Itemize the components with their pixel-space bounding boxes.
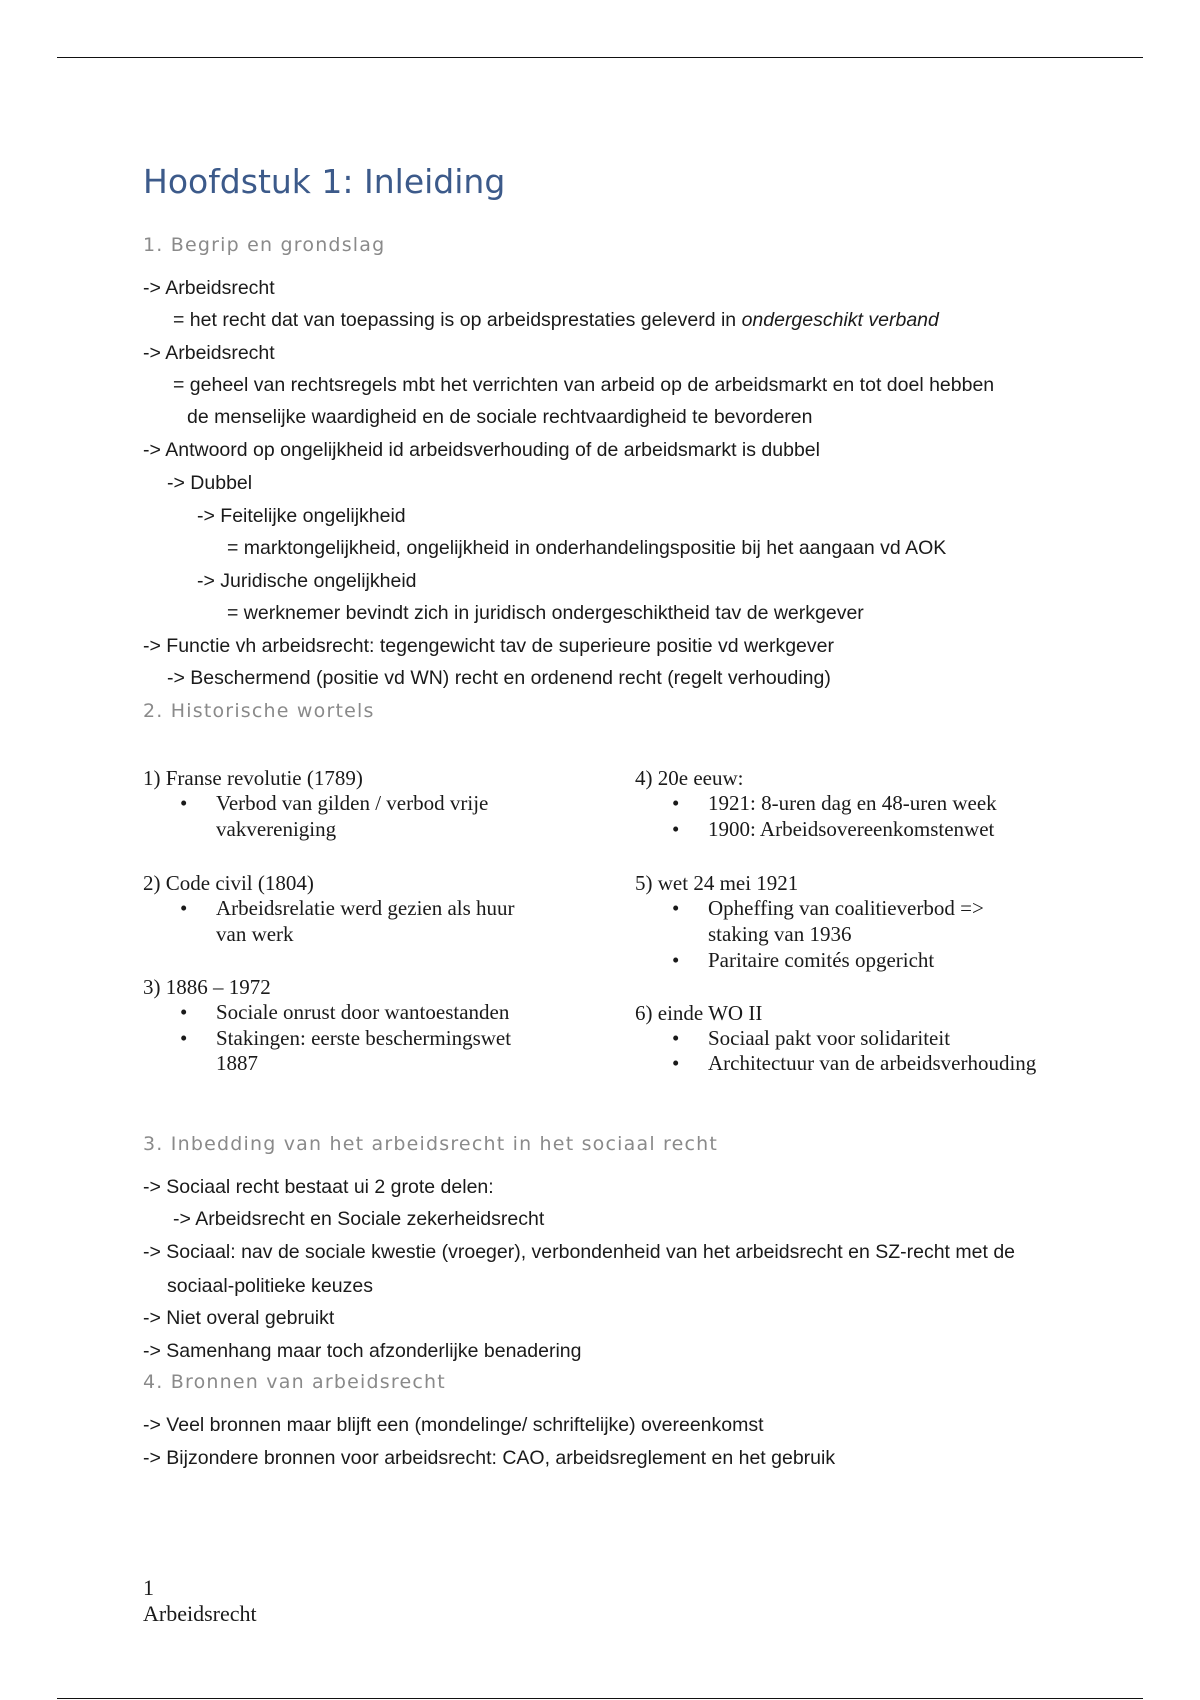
history-item-head: 2) Code civil (1804)	[143, 871, 314, 895]
text-line: -> Juridische ongelijkheid	[197, 570, 417, 592]
history-bullet: • Opheffing van coalitieverbod =>	[672, 896, 984, 920]
text-line: -> Sociaal: nav de sociale kwestie (vroeger), verbondenheid van het arbeidsrecht en SZ-recht met de	[143, 1241, 1016, 1263]
text-line: -> Feitelijke ongelijkheid	[197, 505, 406, 527]
history-bullet: • Arbeidsrelatie werd gezien als huur	[180, 896, 515, 920]
italic-term: ondergeschikt verband	[741, 309, 939, 331]
text-line: -> Arbeidsrecht	[143, 342, 275, 364]
text-line: -> Arbeidsrecht	[143, 277, 275, 299]
history-bullet-cont: van werk	[216, 922, 294, 946]
history-bullet: • 1921: 8-uren dag en 48-uren week	[672, 791, 997, 815]
heading-inbedding: 3. Inbedding van het arbeidsrecht in het sociaal recht	[143, 1133, 719, 1155]
page-title: Hoofdstuk 1: Inleiding	[143, 162, 506, 201]
heading-historische-wortels: 2. Historische wortels	[143, 700, 375, 722]
history-bullet-cont: staking van 1936	[708, 922, 852, 946]
text-line: -> Beschermend (positie vd WN) recht en ordenend recht (regelt verhouding)	[167, 667, 831, 689]
heading-begrip: 1. Begrip en grondslag	[143, 234, 386, 256]
text-line: = werknemer bevindt zich in juridisch ondergeschiktheid tav de werkgever	[227, 602, 864, 624]
text-line: = geheel van rechtsregels mbt het verrichten van arbeid op de arbeidsmarkt en tot doel hebben	[173, 374, 995, 396]
text-line: -> Sociaal recht bestaat ui 2 grote delen:	[143, 1176, 494, 1198]
history-bullet: • Paritaire comités opgericht	[672, 948, 935, 972]
history-bullet: • 1900: Arbeidsovereenkomstenwet	[672, 817, 995, 841]
history-item-head: 1) Franse revolutie (1789)	[143, 766, 363, 790]
text-line: de menselijke waardigheid en de sociale rechtvaardigheid te bevorderen	[187, 406, 813, 428]
text-line: sociaal-politieke keuzes	[167, 1275, 373, 1297]
footer-rule	[57, 1698, 1143, 1699]
text-line: -> Samenhang maar toch afzonderlijke benadering	[143, 1340, 582, 1362]
history-bullet: • Verbod van gilden / verbod vrije	[180, 791, 489, 815]
history-item-head: 4) 20e eeuw:	[635, 766, 744, 790]
heading-bronnen: 4. Bronnen van arbeidsrecht	[143, 1371, 446, 1393]
history-item-head: 5) wet 24 mei 1921	[635, 871, 799, 895]
history-item-head: 3) 1886 – 1972	[143, 975, 271, 999]
header-rule	[57, 57, 1143, 58]
text-line: = marktongelijkheid, ongelijkheid in onderhandelingspositie bij het aangaan vd AOK	[227, 537, 947, 559]
history-bullet: • Sociale onrust door wantoestanden	[180, 1000, 510, 1024]
footer-document-name: Arbeidsrecht	[143, 1601, 257, 1626]
page-number: 1	[143, 1575, 154, 1600]
text-line: -> Bijzondere bronnen voor arbeidsrecht: CAO, arbeidsreglement en het gebruik	[143, 1447, 836, 1469]
text-line: -> Dubbel	[167, 472, 253, 494]
history-bullet-cont: vakvereniging	[216, 817, 337, 841]
history-bullet: • Sociaal pakt voor solidariteit	[672, 1026, 951, 1050]
text-line: -> Niet overal gebruikt	[143, 1307, 335, 1329]
history-bullet-cont: 1887	[216, 1051, 258, 1075]
history-bullet: • Architectuur van de arbeidsverhouding	[672, 1051, 1037, 1075]
text-line: -> Arbeidsrecht en Sociale zekerheidsrecht	[173, 1208, 545, 1230]
text-line: = het recht dat van toepassing is op arbeidsprestaties geleverd in ondergeschikt verband	[173, 309, 939, 331]
text-line: -> Veel bronnen maar blijft een (mondelinge/ schriftelijke) overeenkomst	[143, 1414, 764, 1436]
history-bullet: • Stakingen: eerste beschermingswet	[180, 1026, 512, 1050]
text-line: -> Functie vh arbeidsrecht: tegengewicht tav de superieure positie vd werkgever	[143, 635, 834, 657]
text-line: -> Antwoord op ongelijkheid id arbeidsverhouding of de arbeidsmarkt is dubbel	[143, 439, 820, 461]
history-item-head: 6) einde WO II	[635, 1001, 763, 1025]
